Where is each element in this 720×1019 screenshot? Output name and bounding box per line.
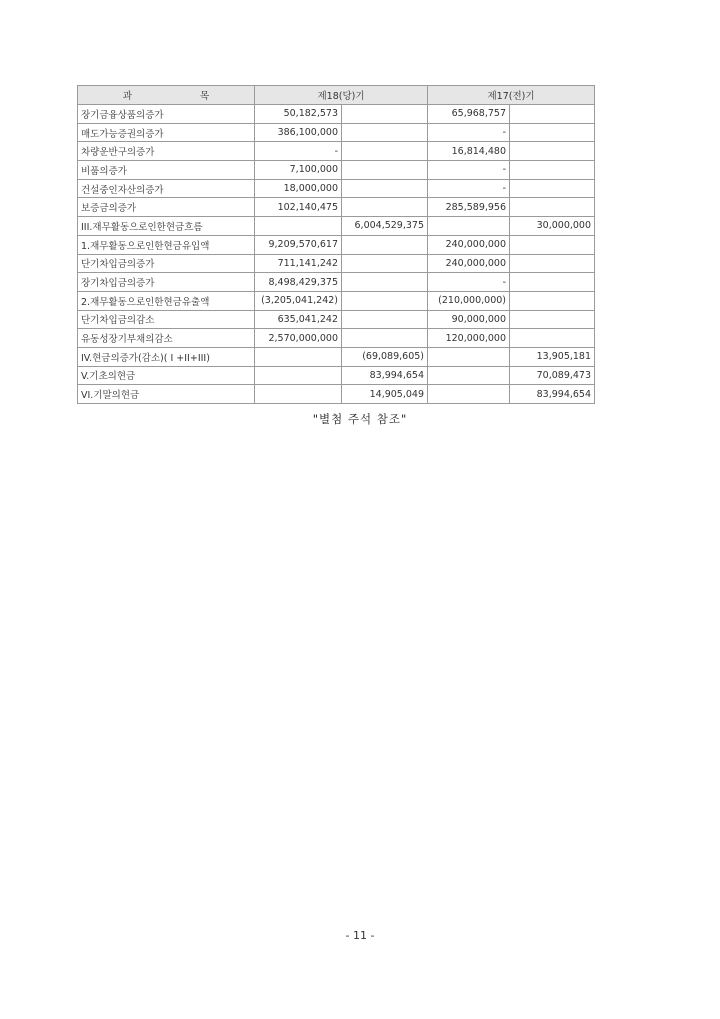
- prior-total-cell: [510, 310, 595, 329]
- current-total-cell: [342, 291, 428, 310]
- table-row: [78, 142, 595, 161]
- page-number: - 11 -: [345, 929, 375, 942]
- current-total-cell: (69,089,605): [342, 347, 428, 366]
- prior-total-cell: 30,000,000: [510, 217, 595, 236]
- table-row: [78, 179, 595, 198]
- current-total-cell: [342, 329, 428, 348]
- row-label: III.재무활동으로인한현금흐름: [78, 217, 255, 236]
- current-total-cell: [342, 310, 428, 329]
- row-label: IV.현금의증가(감소)( I +II+III): [78, 347, 255, 366]
- current-subtotal-cell: [255, 217, 342, 236]
- prior-subtotal-cell: 65,968,757: [428, 105, 510, 124]
- current-total-cell: [342, 142, 428, 161]
- current-total-cell: 83,994,654: [342, 366, 428, 385]
- row-label: 단기차입금의감소: [78, 310, 255, 329]
- table-row: [78, 310, 595, 329]
- prior-total-cell: [510, 142, 595, 161]
- table-row: [78, 254, 595, 273]
- prior-total-cell: 83,994,654: [510, 385, 595, 404]
- table-row: [78, 161, 595, 180]
- current-subtotal-cell: 8,498,429,375: [255, 273, 342, 292]
- table-row: [78, 235, 595, 254]
- current-subtotal-cell: 102,140,475: [255, 198, 342, 217]
- prior-subtotal-cell: -: [428, 179, 510, 198]
- prior-subtotal-cell: 285,589,956: [428, 198, 510, 217]
- row-label: 보증금의증가: [78, 198, 255, 217]
- prior-subtotal-cell: (210,000,000): [428, 291, 510, 310]
- prior-subtotal-cell: 240,000,000: [428, 254, 510, 273]
- row-label: 비품의증가: [78, 161, 255, 180]
- prior-subtotal-cell: [428, 217, 510, 236]
- table-row: [78, 291, 595, 310]
- prior-total-cell: [510, 123, 595, 142]
- prior-subtotal-cell: [428, 347, 510, 366]
- prior-total-cell: [510, 198, 595, 217]
- prior-subtotal-cell: [428, 366, 510, 385]
- current-subtotal-cell: (3,205,041,242): [255, 291, 342, 310]
- current-total-cell: [342, 123, 428, 142]
- row-label: 2.재무활동으로인한현금유출액: [78, 291, 255, 310]
- prior-subtotal-cell: -: [428, 273, 510, 292]
- table-row: [78, 273, 595, 292]
- table-row: [78, 105, 595, 124]
- prior-total-cell: [510, 235, 595, 254]
- row-label: 유동성장기부채의감소: [78, 329, 255, 348]
- prior-subtotal-cell: 240,000,000: [428, 235, 510, 254]
- prior-total-cell: 70,089,473: [510, 366, 595, 385]
- prior-subtotal-cell: -: [428, 123, 510, 142]
- prior-total-cell: [510, 291, 595, 310]
- header-current-period: 제18(당)기: [255, 86, 428, 105]
- current-subtotal-cell: 2,570,000,000: [255, 329, 342, 348]
- table-row: [78, 217, 595, 236]
- current-total-cell: [342, 105, 428, 124]
- current-subtotal-cell: 9,209,570,617: [255, 235, 342, 254]
- prior-subtotal-cell: 16,814,480: [428, 142, 510, 161]
- prior-total-cell: [510, 329, 595, 348]
- current-subtotal-cell: 18,000,000: [255, 179, 342, 198]
- current-subtotal-cell: -: [255, 142, 342, 161]
- prior-total-cell: [510, 161, 595, 180]
- current-subtotal-cell: [255, 366, 342, 385]
- table-row: [78, 123, 595, 142]
- table-row: [78, 198, 595, 217]
- current-subtotal-cell: 386,100,000: [255, 123, 342, 142]
- prior-total-cell: [510, 273, 595, 292]
- prior-subtotal-cell: 90,000,000: [428, 310, 510, 329]
- current-total-cell: [342, 273, 428, 292]
- current-total-cell: [342, 198, 428, 217]
- current-total-cell: [342, 235, 428, 254]
- row-label: V.기초의현금: [78, 366, 255, 385]
- current-total-cell: 14,905,049: [342, 385, 428, 404]
- prior-subtotal-cell: -: [428, 161, 510, 180]
- prior-total-cell: [510, 105, 595, 124]
- footnote-note: "별첨 주석 참조": [312, 412, 408, 426]
- header-prior-period: 제17(전)기: [428, 86, 595, 105]
- prior-subtotal-cell: [428, 385, 510, 404]
- table-row: [78, 385, 595, 404]
- header-subject-right: 목: [200, 91, 210, 102]
- table-row: [78, 329, 595, 348]
- row-label: 차량운반구의증가: [78, 142, 255, 161]
- row-label: 장기차입금의증가: [78, 273, 255, 292]
- current-total-cell: 6,004,529,375: [342, 217, 428, 236]
- row-label: 건설중인자산의증가: [78, 179, 255, 198]
- row-label: 장기금융상품의증가: [78, 105, 255, 124]
- current-subtotal-cell: [255, 347, 342, 366]
- prior-subtotal-cell: 120,000,000: [428, 329, 510, 348]
- table-body: [78, 105, 595, 404]
- header-subject-left: 과: [122, 91, 132, 102]
- table-row: [78, 347, 595, 366]
- header-subject: [78, 86, 255, 105]
- row-label: 단기차입금의증가: [78, 254, 255, 273]
- table-row: [78, 366, 595, 385]
- current-total-cell: [342, 254, 428, 273]
- row-label: 1.재무활동으로인한현금유입액: [78, 235, 255, 254]
- prior-total-cell: 13,905,181: [510, 347, 595, 366]
- prior-total-cell: [510, 254, 595, 273]
- current-subtotal-cell: 7,100,000: [255, 161, 342, 180]
- current-subtotal-cell: [255, 385, 342, 404]
- cash-flow-table: [77, 85, 595, 404]
- current-total-cell: [342, 161, 428, 180]
- row-label: VI.기말의현금: [78, 385, 255, 404]
- prior-total-cell: [510, 179, 595, 198]
- table-header-row: [78, 86, 595, 105]
- current-subtotal-cell: 635,041,242: [255, 310, 342, 329]
- current-subtotal-cell: 711,141,242: [255, 254, 342, 273]
- current-total-cell: [342, 179, 428, 198]
- row-label: 매도가능증권의증가: [78, 123, 255, 142]
- current-subtotal-cell: 50,182,573: [255, 105, 342, 124]
